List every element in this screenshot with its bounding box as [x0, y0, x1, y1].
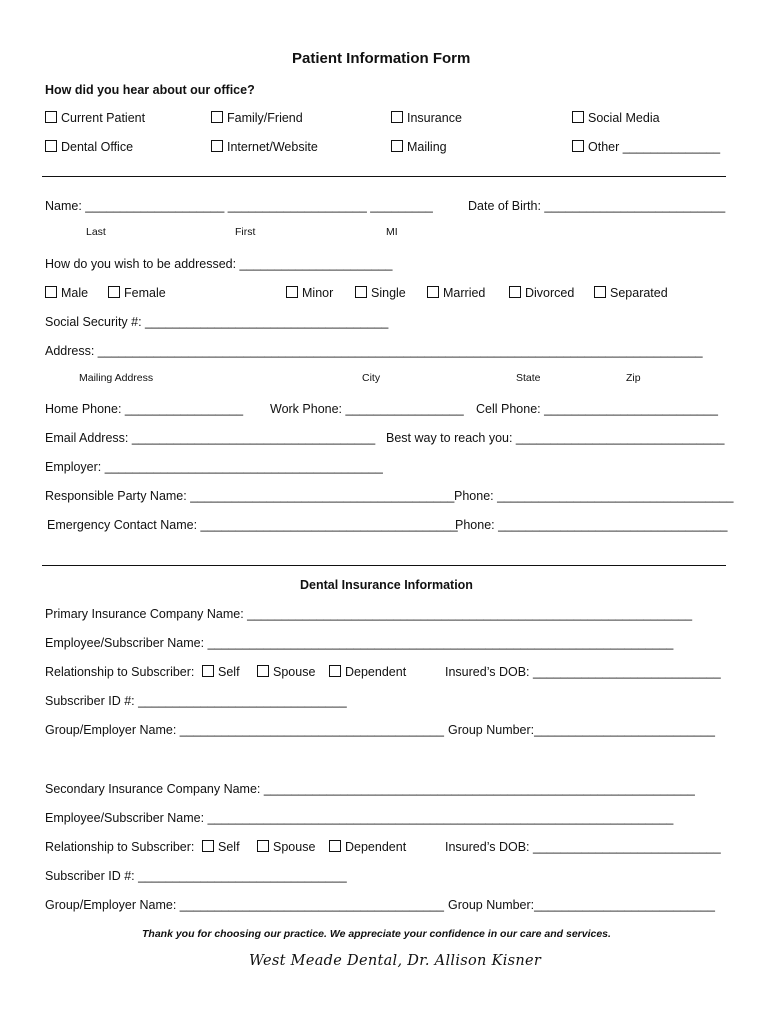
label-mi: MI [386, 226, 398, 238]
secondary-company-field[interactable]: Secondary Insurance Company Name: ______________________________________________________________ [45, 782, 695, 796]
secondary-group-number-field[interactable]: Group Number:__________________________ [448, 898, 715, 912]
checkbox[interactable] [211, 111, 223, 123]
dob-field[interactable]: Date of Birth: __________________________ [468, 199, 726, 213]
responsible-party-field[interactable]: Responsible Party Name: ______________________________________ [45, 489, 455, 503]
label-first: First [235, 226, 256, 238]
checkbox[interactable] [594, 286, 606, 298]
primary-group-employer-field[interactable]: Group/Employer Name: ______________________________________ [45, 723, 444, 737]
checkbox[interactable] [355, 286, 367, 298]
address-as-field[interactable]: How do you wish to be addressed: ______________________ [45, 257, 393, 271]
label-zip: Zip [626, 372, 641, 384]
option-divorced[interactable]: Divorced [509, 286, 574, 300]
address-field[interactable]: Address: _______________________________________________________________________________________ [45, 344, 703, 358]
form-title: Patient Information Form [292, 50, 471, 67]
secondary-subscriber-id-field[interactable]: Subscriber ID #: ______________________________ [45, 869, 347, 883]
primary-option-self[interactable]: Self [202, 665, 240, 679]
primary-subscriber-name-field[interactable]: Employee/Subscriber Name: ___________________________________________________________________ [45, 636, 674, 650]
option-other[interactable]: Other ______________ [572, 140, 720, 154]
checkbox[interactable] [211, 140, 223, 152]
primary-company-field[interactable]: Primary Insurance Company Name: ________________________________________________________________ [45, 607, 693, 621]
primary-group-number-field[interactable]: Group Number:__________________________ [448, 723, 715, 737]
checkbox[interactable] [509, 286, 521, 298]
employer-field[interactable]: Employer: ________________________________________ [45, 460, 383, 474]
checkbox[interactable] [108, 286, 120, 298]
option-social-media[interactable]: Social Media [572, 111, 660, 125]
checkbox[interactable] [572, 111, 584, 123]
checkbox[interactable] [286, 286, 298, 298]
primary-option-spouse[interactable]: Spouse [257, 665, 315, 679]
ssn-field[interactable]: Social Security #: ___________________________________ [45, 315, 389, 329]
secondary-subscriber-name-field[interactable]: Employee/Subscriber Name: ___________________________________________________________________ [45, 811, 674, 825]
option-male[interactable]: Male [45, 286, 88, 300]
name-field[interactable]: Name: ____________________ ____________________ _________ [45, 199, 433, 213]
option-insurance[interactable]: Insurance [391, 111, 462, 125]
primary-subscriber-id-field[interactable]: Subscriber ID #: ______________________________ [45, 694, 347, 708]
email-field[interactable]: Email Address: ___________________________________ [45, 431, 376, 445]
secondary-option-dependent[interactable]: Dependent [329, 840, 406, 854]
checkbox[interactable] [45, 286, 57, 298]
checkbox[interactable] [391, 111, 403, 123]
checkbox[interactable] [391, 140, 403, 152]
option-current-patient[interactable]: Current Patient [45, 111, 145, 125]
checkbox[interactable] [202, 665, 214, 677]
best-way-field[interactable]: Best way to reach you: ______________________________ [386, 431, 725, 445]
option-internet-website[interactable]: Internet/Website [211, 140, 318, 154]
responsible-phone-field[interactable]: Phone: __________________________________ [454, 489, 734, 503]
option-separated[interactable]: Separated [594, 286, 668, 300]
option-married[interactable]: Married [427, 286, 485, 300]
checkbox[interactable] [572, 140, 584, 152]
secondary-insured-dob-field[interactable]: Insured’s DOB: ___________________________ [445, 840, 721, 854]
checkbox[interactable] [257, 840, 269, 852]
secondary-option-self[interactable]: Self [202, 840, 240, 854]
primary-option-dependent[interactable]: Dependent [329, 665, 406, 679]
checkbox[interactable] [427, 286, 439, 298]
option-female[interactable]: Female [108, 286, 166, 300]
label-state: State [516, 372, 541, 384]
thank-you-note: Thank you for choosing our practice. We appreciate your confidence in our care and services. [142, 928, 611, 940]
checkbox[interactable] [45, 111, 57, 123]
checkbox[interactable] [329, 840, 341, 852]
home-phone-field[interactable]: Home Phone: _________________ [45, 402, 244, 416]
label-mailing-address: Mailing Address [79, 372, 154, 384]
option-single[interactable]: Single [355, 286, 406, 300]
divider [42, 565, 726, 566]
label-city: City [362, 372, 381, 384]
option-mailing[interactable]: Mailing [391, 140, 447, 154]
divider [42, 176, 726, 177]
referral-question: How did you hear about our office? [45, 83, 255, 97]
checkbox[interactable] [329, 665, 341, 677]
option-minor[interactable]: Minor [286, 286, 333, 300]
emergency-phone-field[interactable]: Phone: _________________________________ [455, 518, 728, 532]
insurance-heading: Dental Insurance Information [300, 578, 473, 592]
option-dental-office[interactable]: Dental Office [45, 140, 133, 154]
cell-phone-field[interactable]: Cell Phone: _________________________ [476, 402, 718, 416]
checkbox[interactable] [257, 665, 269, 677]
work-phone-field[interactable]: Work Phone: _________________ [270, 402, 464, 416]
secondary-option-spouse[interactable]: Spouse [257, 840, 315, 854]
secondary-relationship-label: Relationship to Subscriber: [45, 840, 195, 854]
label-last: Last [86, 226, 106, 238]
option-family-friend[interactable]: Family/Friend [211, 111, 303, 125]
primary-insured-dob-field[interactable]: Insured’s DOB: ___________________________ [445, 665, 721, 679]
primary-relationship-label: Relationship to Subscriber: [45, 665, 195, 679]
secondary-group-employer-field[interactable]: Group/Employer Name: ______________________________________ [45, 898, 444, 912]
checkbox[interactable] [45, 140, 57, 152]
emergency-contact-field[interactable]: Emergency Contact Name: _____________________________________ [47, 518, 458, 532]
practice-signature: West Meade Dental, Dr. Allison Kisner [249, 953, 542, 969]
checkbox[interactable] [202, 840, 214, 852]
